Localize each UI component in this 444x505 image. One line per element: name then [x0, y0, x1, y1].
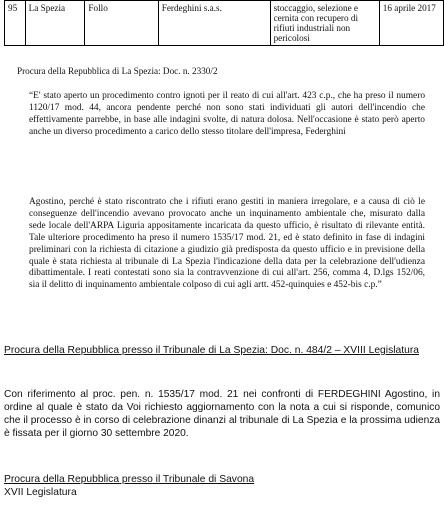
cell-activity: stoccaggio, selezione e cernita con recupero di rifiuti industriali non pericolosi [270, 1, 379, 46]
cell-city: La Spezia [25, 1, 85, 46]
section-savona [4, 474, 440, 500]
section-body: Con riferimento al proc. pen. n. 1535/17 mod. 21 nei confronti di FERDEGHINI Agostino, in ordine al quale è stato da Voi richiesto aggiornamento con la nota a cui si risponde, comunico che il processo è in corso di celebrazione dinanzi al tribunale di La Spezia e la prossima udienza è fissata per il giorno 30 settembre 2020. [4, 389, 440, 439]
cell-number: 95 [5, 1, 26, 46]
table-row [5, 1, 444, 46]
section-title: Procura della Repubblica presso il Tribunale di La Spezia: Doc. n. 484/2 – XVIII Legislatura [4, 345, 419, 356]
section-la-spezia [4, 345, 440, 358]
quote-heading: Procura della Repubblica di La Spezia: Doc. n. 2330/2 [17, 66, 218, 76]
quote-paragraph-2: Agostino, perché è stato riscontrato che i rifiuti erano gestiti in maniera irregolare, e a causa di ciò le conseguenze dell'incendio avevano provocato anche un inquinamento ambientale che, misurato dalla sede locale dell'ARPA Liguria appositamente incaricata da questo ufficio, è risultato di rilevante entità. Tale ulteriore procedimento ha preso il numero 1535/17 mod. 21, ed è stato definito in fase di indagini preliminari con la richiesta di citazione a giudizio già predisposta da questo ufficio e in previsione della quale è stata richiesta al tribunale di La Spezia l'indicazione della data per la celebrazione dell'udienza dibattimentale. I reati contestati sono sia la contravvenzione di cui all'art. 256, comma 4, D.lgs 152/06, sia il delitto di inquinamento ambientale colposo di cui agli artt. 452-quinquies e 452-bis c.p.” [29, 197, 425, 291]
cell-date: 16 aprile 2017 [379, 1, 443, 46]
legislature-label: XVII Legislatura [4, 486, 77, 498]
quote-paragraph-1: “E' stato aperto un procedimento contro ignoti per il reato di cui all'art. 423 c.p., che ha preso il numero 1120/17 mod. 44, ancora pendente perché non sono stati individuati gli autori dell'incendio che effettivamente parrebbe, in base alle indagini svolte, di natura dolosa. Nell'occasione è stato però aperto anche un diverso procedimento a carico dello stesso titolare dell'impresa, Federghini [29, 91, 425, 137]
cell-company: Ferdeghini s.a.s. [158, 1, 270, 46]
cell-place: Follo [85, 1, 158, 46]
records-table [4, 0, 444, 46]
section-title-savona: Procura della Repubblica presso il Tribunale di Savona [4, 474, 255, 485]
